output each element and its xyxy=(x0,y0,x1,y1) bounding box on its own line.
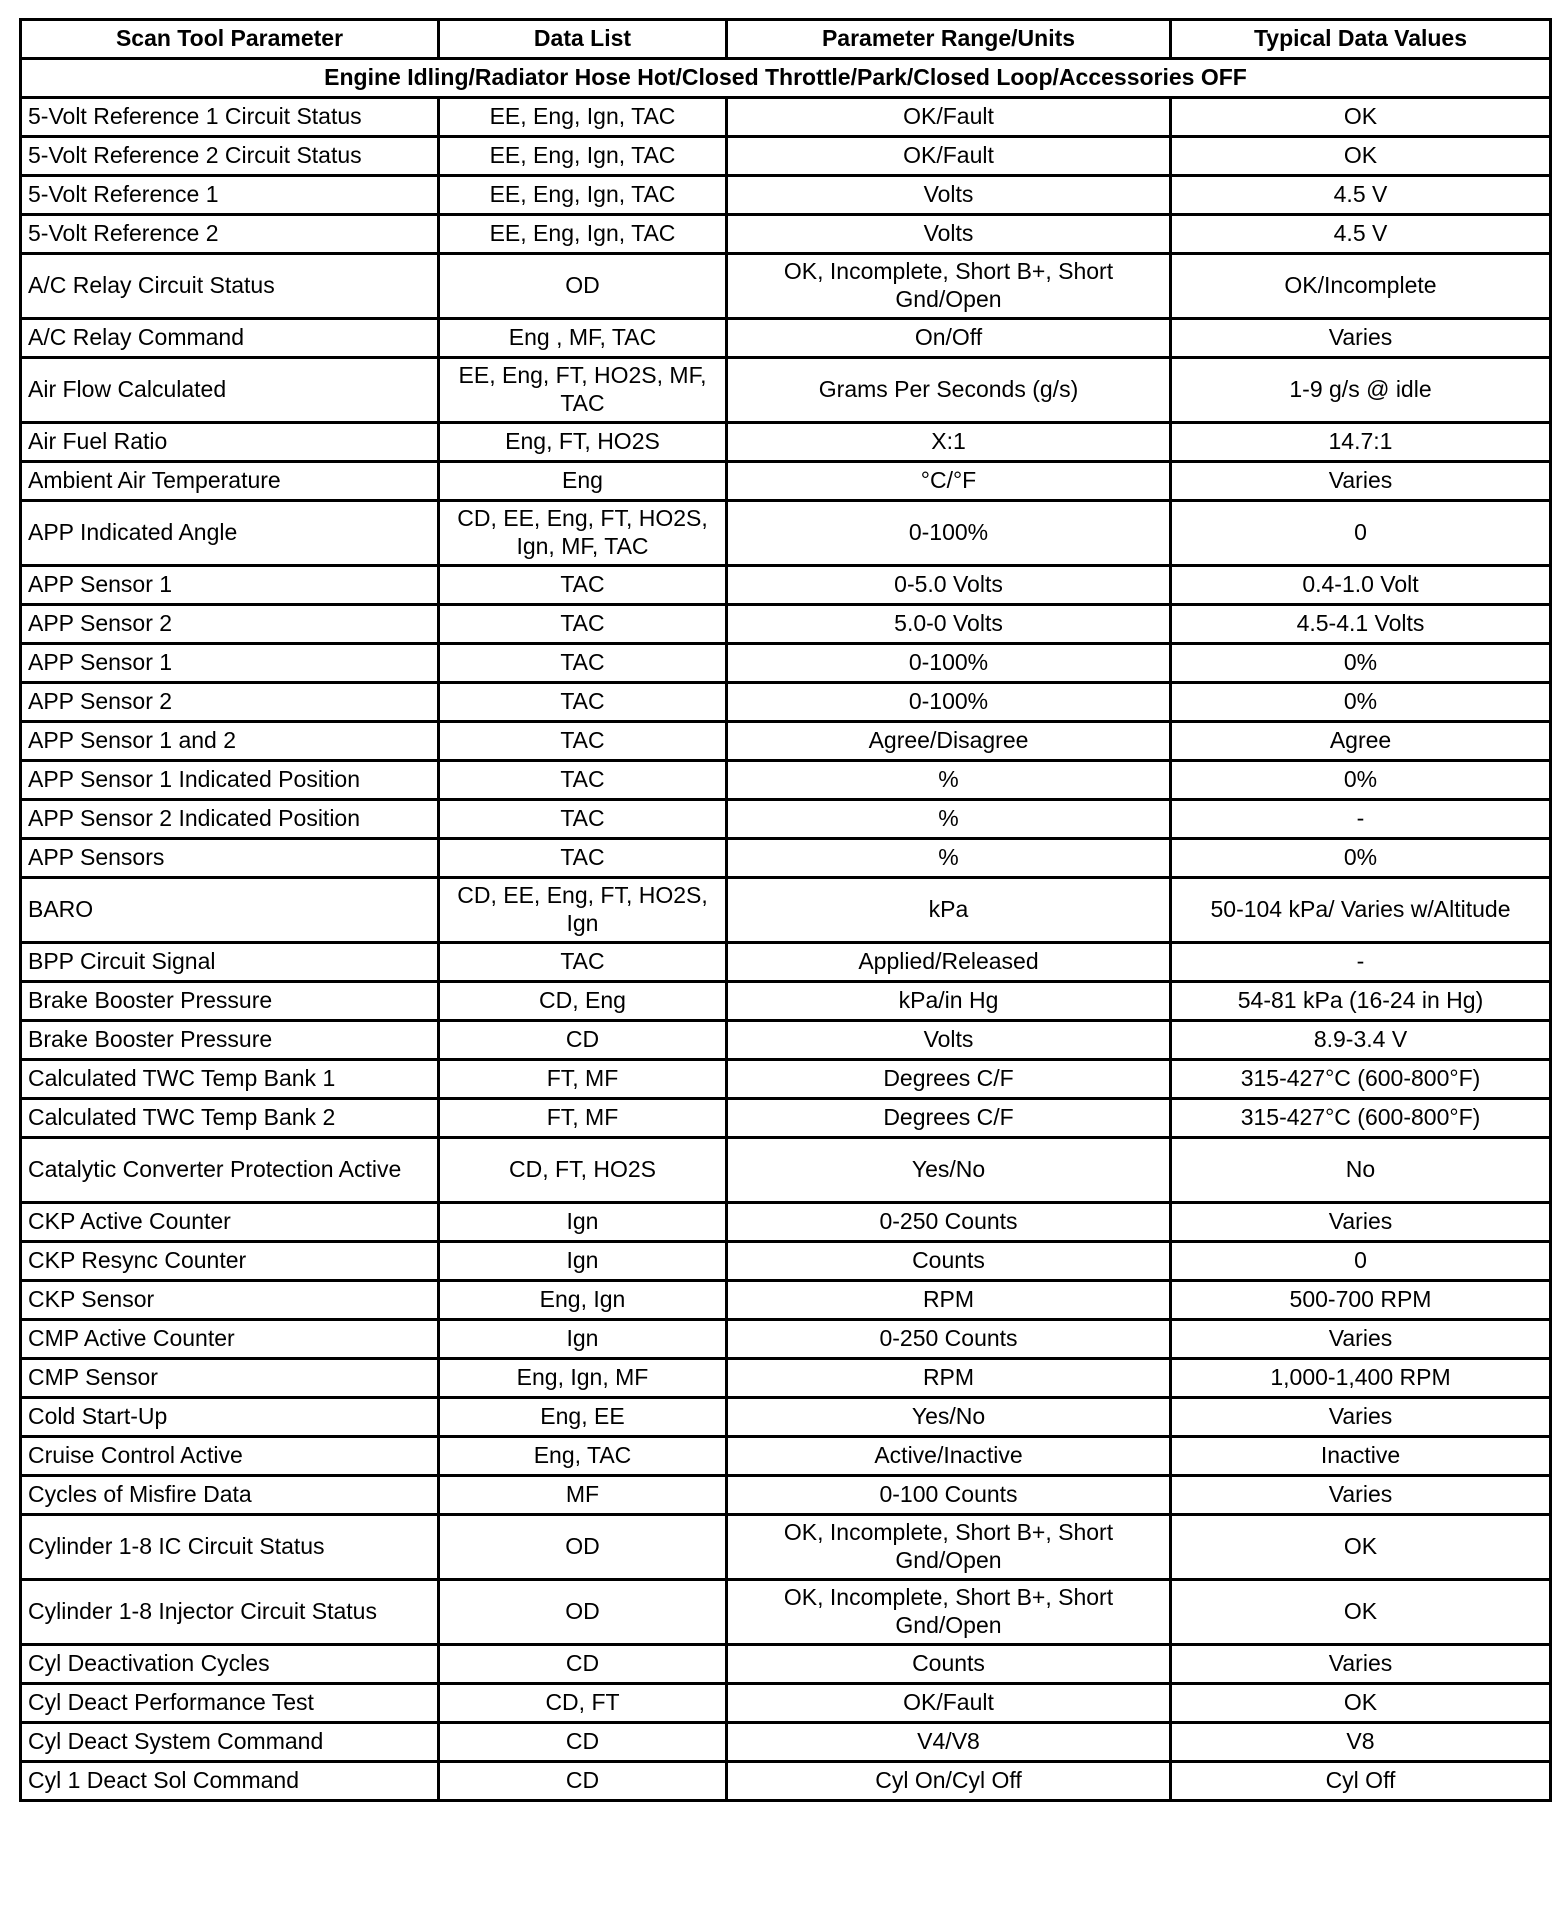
param-cell: A/C Relay Command xyxy=(21,319,439,358)
data-list-cell: CD, EE, Eng, FT, HO2S, Ign, MF, TAC xyxy=(439,501,727,566)
table-row xyxy=(21,1320,1551,1359)
header-parameter-range: Parameter Range/Units xyxy=(727,20,1171,59)
typical-value-cell: Varies xyxy=(1171,1398,1551,1437)
table-row xyxy=(21,254,1551,319)
param-cell: Cyl 1 Deact Sol Command xyxy=(21,1762,439,1801)
param-cell: APP Sensor 2 Indicated Position xyxy=(21,800,439,839)
typical-value-cell: 315-427°C (600-800°F) xyxy=(1171,1060,1551,1099)
range-cell: Applied/Released xyxy=(727,943,1171,982)
range-cell: % xyxy=(727,839,1171,878)
table-row xyxy=(21,501,1551,566)
data-list-cell: EE, Eng, Ign, TAC xyxy=(439,98,727,137)
table-row xyxy=(21,982,1551,1021)
param-cell: Cyl Deact System Command xyxy=(21,1723,439,1762)
data-list-cell: CD xyxy=(439,1021,727,1060)
typical-value-cell: V8 xyxy=(1171,1723,1551,1762)
data-list-cell: Eng, Ign xyxy=(439,1281,727,1320)
data-list-cell: TAC xyxy=(439,761,727,800)
range-cell: % xyxy=(727,761,1171,800)
typical-value-cell: 0% xyxy=(1171,839,1551,878)
data-list-cell: EE, Eng, Ign, TAC xyxy=(439,215,727,254)
header-data-list: Data List xyxy=(439,20,727,59)
typical-value-cell: Agree xyxy=(1171,722,1551,761)
table-row xyxy=(21,1645,1551,1684)
typical-value-cell: 0 xyxy=(1171,1242,1551,1281)
table-row xyxy=(21,1242,1551,1281)
table-row xyxy=(21,1099,1551,1138)
typical-value-cell: OK xyxy=(1171,98,1551,137)
data-list-cell: OD xyxy=(439,1515,727,1580)
param-cell: Cylinder 1-8 Injector Circuit Status xyxy=(21,1580,439,1645)
data-list-cell: FT, MF xyxy=(439,1099,727,1138)
param-cell: 5-Volt Reference 2 Circuit Status xyxy=(21,137,439,176)
data-list-cell: Ign xyxy=(439,1203,727,1242)
table-row xyxy=(21,1021,1551,1060)
typical-value-cell: 0.4-1.0 Volt xyxy=(1171,566,1551,605)
range-cell: 0-100% xyxy=(727,644,1171,683)
typical-value-cell: OK xyxy=(1171,137,1551,176)
data-list-cell: OD xyxy=(439,254,727,319)
data-list-cell: TAC xyxy=(439,644,727,683)
header-scan-tool-parameter: Scan Tool Parameter xyxy=(21,20,439,59)
data-list-cell: FT, MF xyxy=(439,1060,727,1099)
param-cell: Air Fuel Ratio xyxy=(21,423,439,462)
range-cell: Degrees C/F xyxy=(727,1099,1171,1138)
typical-value-cell: 0% xyxy=(1171,683,1551,722)
param-cell: BPP Circuit Signal xyxy=(21,943,439,982)
param-cell: A/C Relay Circuit Status xyxy=(21,254,439,319)
typical-value-cell: Varies xyxy=(1171,1476,1551,1515)
data-list-cell: EE, Eng, Ign, TAC xyxy=(439,176,727,215)
typical-value-cell: 1-9 g/s @ idle xyxy=(1171,358,1551,423)
range-cell: Active/Inactive xyxy=(727,1437,1171,1476)
typical-value-cell: Cyl Off xyxy=(1171,1762,1551,1801)
range-cell: OK, Incomplete, Short B+, Short Gnd/Open xyxy=(727,1580,1171,1645)
data-list-cell: TAC xyxy=(439,839,727,878)
param-cell: Brake Booster Pressure xyxy=(21,982,439,1021)
range-cell: Degrees C/F xyxy=(727,1060,1171,1099)
range-cell: Volts xyxy=(727,176,1171,215)
table-row xyxy=(21,423,1551,462)
typical-value-cell: OK xyxy=(1171,1515,1551,1580)
table-row xyxy=(21,722,1551,761)
table-row xyxy=(21,1398,1551,1437)
typical-value-cell: 500-700 RPM xyxy=(1171,1281,1551,1320)
range-cell: Volts xyxy=(727,215,1171,254)
data-list-cell: CD, EE, Eng, FT, HO2S, Ign xyxy=(439,878,727,943)
range-cell: OK, Incomplete, Short B+, Short Gnd/Open xyxy=(727,1515,1171,1580)
table-row xyxy=(21,839,1551,878)
table-row xyxy=(21,1138,1551,1203)
typical-value-cell: 4.5 V xyxy=(1171,176,1551,215)
typical-value-cell: - xyxy=(1171,800,1551,839)
typical-value-cell: Varies xyxy=(1171,1320,1551,1359)
range-cell: OK, Incomplete, Short B+, Short Gnd/Open xyxy=(727,254,1171,319)
typical-value-cell: 14.7:1 xyxy=(1171,423,1551,462)
range-cell: OK/Fault xyxy=(727,1684,1171,1723)
data-list-cell: Eng xyxy=(439,462,727,501)
data-list-cell: EE, Eng, FT, HO2S, MF, TAC xyxy=(439,358,727,423)
param-cell: BARO xyxy=(21,878,439,943)
table-row xyxy=(21,1684,1551,1723)
typical-value-cell: 50-104 kPa/ Varies w/Altitude xyxy=(1171,878,1551,943)
data-list-cell: Eng, EE xyxy=(439,1398,727,1437)
table-row xyxy=(21,761,1551,800)
data-list-cell: Eng , MF, TAC xyxy=(439,319,727,358)
param-cell: 5-Volt Reference 1 Circuit Status xyxy=(21,98,439,137)
range-cell: kPa xyxy=(727,878,1171,943)
data-list-cell: TAC xyxy=(439,566,727,605)
range-cell: 0-100% xyxy=(727,501,1171,566)
typical-value-cell: Varies xyxy=(1171,462,1551,501)
range-cell: 0-250 Counts xyxy=(727,1320,1171,1359)
param-cell: Cruise Control Active xyxy=(21,1437,439,1476)
param-cell: APP Sensor 1 Indicated Position xyxy=(21,761,439,800)
param-cell: Air Flow Calculated xyxy=(21,358,439,423)
typical-value-cell: 1,000-1,400 RPM xyxy=(1171,1359,1551,1398)
table-row xyxy=(21,215,1551,254)
range-cell: On/Off xyxy=(727,319,1171,358)
table-row xyxy=(21,98,1551,137)
typical-value-cell: Inactive xyxy=(1171,1437,1551,1476)
table-row xyxy=(21,566,1551,605)
table-row xyxy=(21,1437,1551,1476)
test-condition: Engine Idling/Radiator Hose Hot/Closed Throttle/Park/Closed Loop/Accessories OFF xyxy=(21,59,1551,98)
param-cell: APP Sensor 1 xyxy=(21,566,439,605)
range-cell: 0-5.0 Volts xyxy=(727,566,1171,605)
data-list-cell: OD xyxy=(439,1580,727,1645)
typical-value-cell: OK xyxy=(1171,1580,1551,1645)
range-cell: Counts xyxy=(727,1645,1171,1684)
param-cell: APP Sensor 1 xyxy=(21,644,439,683)
typical-value-cell: 0 xyxy=(1171,501,1551,566)
typical-value-cell: 0% xyxy=(1171,761,1551,800)
param-cell: Cycles of Misfire Data xyxy=(21,1476,439,1515)
table-row xyxy=(21,644,1551,683)
typical-value-cell: No xyxy=(1171,1138,1551,1203)
typical-value-cell: 4.5 V xyxy=(1171,215,1551,254)
table-row xyxy=(21,358,1551,423)
typical-value-cell: 54-81 kPa (16-24 in Hg) xyxy=(1171,982,1551,1021)
range-cell: RPM xyxy=(727,1359,1171,1398)
param-cell: Brake Booster Pressure xyxy=(21,1021,439,1060)
range-cell: Yes/No xyxy=(727,1398,1171,1437)
data-list-cell: TAC xyxy=(439,605,727,644)
table-row xyxy=(21,462,1551,501)
range-cell: 0-250 Counts xyxy=(727,1203,1171,1242)
param-cell: Ambient Air Temperature xyxy=(21,462,439,501)
data-list-cell: TAC xyxy=(439,722,727,761)
data-list-cell: CD xyxy=(439,1645,727,1684)
param-cell: CMP Sensor xyxy=(21,1359,439,1398)
typical-value-cell: 315-427°C (600-800°F) xyxy=(1171,1099,1551,1138)
table-row xyxy=(21,176,1551,215)
scan-tool-data-table xyxy=(19,18,1552,1802)
typical-value-cell: Varies xyxy=(1171,1645,1551,1684)
param-cell: CKP Sensor xyxy=(21,1281,439,1320)
range-cell: 5.0-0 Volts xyxy=(727,605,1171,644)
table-row xyxy=(21,137,1551,176)
data-list-cell: CD xyxy=(439,1762,727,1801)
table-row xyxy=(21,1359,1551,1398)
table-row xyxy=(21,1203,1551,1242)
range-cell: X:1 xyxy=(727,423,1171,462)
table-row xyxy=(21,1476,1551,1515)
typical-value-cell: - xyxy=(1171,943,1551,982)
typical-value-cell: 8.9-3.4 V xyxy=(1171,1021,1551,1060)
range-cell: 0-100 Counts xyxy=(727,1476,1171,1515)
param-cell: APP Sensor 2 xyxy=(21,605,439,644)
param-cell: Catalytic Converter Protection Active xyxy=(21,1138,439,1203)
range-cell: Counts xyxy=(727,1242,1171,1281)
data-list-cell: Eng, Ign, MF xyxy=(439,1359,727,1398)
range-cell: 0-100% xyxy=(727,683,1171,722)
table-row xyxy=(21,943,1551,982)
data-list-cell: Ign xyxy=(439,1242,727,1281)
data-list-cell: Eng, TAC xyxy=(439,1437,727,1476)
range-cell: V4/V8 xyxy=(727,1723,1171,1762)
table-row xyxy=(21,878,1551,943)
data-list-cell: CD, FT, HO2S xyxy=(439,1138,727,1203)
param-cell: Calculated TWC Temp Bank 2 xyxy=(21,1099,439,1138)
range-cell: % xyxy=(727,800,1171,839)
param-cell: CKP Active Counter xyxy=(21,1203,439,1242)
param-cell: Cold Start-Up xyxy=(21,1398,439,1437)
param-cell: Cyl Deact Performance Test xyxy=(21,1684,439,1723)
range-cell: °C/°F xyxy=(727,462,1171,501)
table-row xyxy=(21,1723,1551,1762)
data-list-cell: MF xyxy=(439,1476,727,1515)
table-row xyxy=(21,1580,1551,1645)
range-cell: Yes/No xyxy=(727,1138,1171,1203)
param-cell: Calculated TWC Temp Bank 1 xyxy=(21,1060,439,1099)
data-list-cell: EE, Eng, Ign, TAC xyxy=(439,137,727,176)
data-list-cell: TAC xyxy=(439,800,727,839)
param-cell: CKP Resync Counter xyxy=(21,1242,439,1281)
table-header-row xyxy=(21,20,1551,59)
range-cell: OK/Fault xyxy=(727,98,1171,137)
data-list-cell: CD, Eng xyxy=(439,982,727,1021)
typical-value-cell: OK xyxy=(1171,1684,1551,1723)
param-cell: Cylinder 1-8 IC Circuit Status xyxy=(21,1515,439,1580)
range-cell: Grams Per Seconds (g/s) xyxy=(727,358,1171,423)
param-cell: Cyl Deactivation Cycles xyxy=(21,1645,439,1684)
data-list-cell: CD, FT xyxy=(439,1684,727,1723)
table-row xyxy=(21,605,1551,644)
typical-value-cell: 0% xyxy=(1171,644,1551,683)
table-row xyxy=(21,1281,1551,1320)
range-cell: Agree/Disagree xyxy=(727,722,1171,761)
param-cell: 5-Volt Reference 1 xyxy=(21,176,439,215)
param-cell: CMP Active Counter xyxy=(21,1320,439,1359)
table-row xyxy=(21,319,1551,358)
data-list-cell: Ign xyxy=(439,1320,727,1359)
typical-value-cell: Varies xyxy=(1171,319,1551,358)
range-cell: Volts xyxy=(727,1021,1171,1060)
range-cell: Cyl On/Cyl Off xyxy=(727,1762,1171,1801)
header-typical-values: Typical Data Values xyxy=(1171,20,1551,59)
data-list-cell: CD xyxy=(439,1723,727,1762)
typical-value-cell: OK/Incomplete xyxy=(1171,254,1551,319)
table-row xyxy=(21,800,1551,839)
test-condition-row xyxy=(21,59,1551,98)
param-cell: APP Sensors xyxy=(21,839,439,878)
range-cell: OK/Fault xyxy=(727,137,1171,176)
typical-value-cell: Varies xyxy=(1171,1203,1551,1242)
data-list-cell: TAC xyxy=(439,943,727,982)
scan-tool-data-sheet xyxy=(19,18,1549,1802)
data-list-cell: TAC xyxy=(439,683,727,722)
typical-value-cell: 4.5-4.1 Volts xyxy=(1171,605,1551,644)
range-cell: RPM xyxy=(727,1281,1171,1320)
table-row xyxy=(21,683,1551,722)
param-cell: APP Sensor 1 and 2 xyxy=(21,722,439,761)
table-row xyxy=(21,1762,1551,1801)
range-cell: kPa/in Hg xyxy=(727,982,1171,1021)
data-list-cell: Eng, FT, HO2S xyxy=(439,423,727,462)
param-cell: 5-Volt Reference 2 xyxy=(21,215,439,254)
table-row xyxy=(21,1515,1551,1580)
param-cell: APP Indicated Angle xyxy=(21,501,439,566)
param-cell: APP Sensor 2 xyxy=(21,683,439,722)
table-row xyxy=(21,1060,1551,1099)
